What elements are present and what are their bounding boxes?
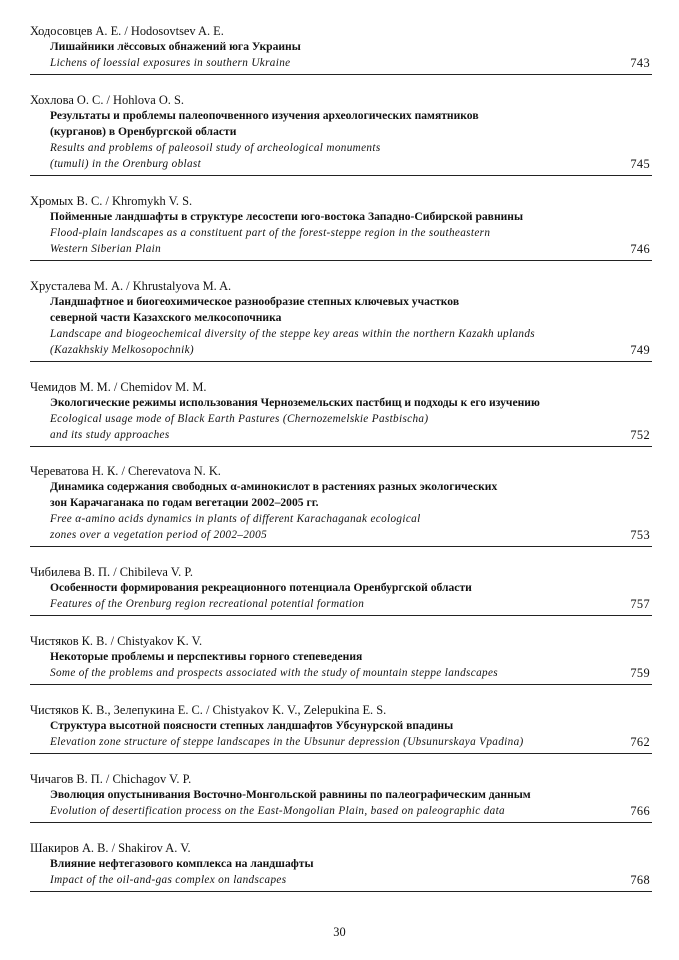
title-ru-line: Результаты и проблемы палеопочвенного изучения археологических памятников	[50, 108, 479, 122]
title-en-line: and its study approaches	[50, 428, 170, 441]
title-ru-line: северной части Казахского мелкосопочника	[50, 310, 282, 324]
title-ru-line: Пойменные ландшафты в структуре лесостепи юго-востока Западно-Сибирской равнины	[50, 209, 524, 223]
toc-entry	[30, 188, 652, 261]
entry-author: Чистяков К. В., Зелепукина Е. С. / Chistyakov K. V., Zelepukina E. S.	[30, 703, 387, 718]
title-ru-line: Ландшафтное и биогеохимическое разнообразие степных ключевых участков	[50, 294, 460, 308]
entry-page-number: 766	[630, 804, 650, 819]
entry-body	[30, 649, 652, 681]
entry-title-ru	[50, 39, 652, 55]
entry-title-en	[50, 872, 652, 888]
toc-entry	[30, 87, 652, 176]
title-en-line: Lichens of loessial exposures in southern Ukraine	[50, 57, 291, 69]
entry-author: Чибилева В. П. / Chibileva V. P.	[30, 565, 193, 580]
title-en-line: Free α-amino acids dynamics in plants of different Karachaganak ecological	[50, 513, 421, 526]
title-ru-line: Структура высотной поясности степных ландшафтов Убсунурской впадины	[50, 719, 454, 733]
entry-title-en	[50, 803, 652, 819]
entry-author: Хрусталева М. А. / Khrustalyova M. A.	[30, 278, 232, 293]
entry-body	[30, 479, 652, 543]
entry-body	[30, 856, 652, 888]
entry-page-number: 768	[630, 872, 650, 887]
entry-page-number: 752	[630, 427, 650, 442]
toc-entry	[30, 273, 652, 362]
entry-title-en	[50, 225, 652, 257]
entry-author: Ходосовцев А. Е. / Hodosovtsev A. E.	[30, 24, 224, 38]
title-en-line: zones over a vegetation period of 2002–2005	[50, 529, 268, 542]
title-en-line: Landscape and biogeochemical diversity of the steppe key areas within the northern Kazakh uplands	[50, 327, 535, 340]
title-ru-line: Влияние нефтегазового комплекса на ландшафты	[50, 856, 314, 870]
entry-body	[30, 294, 652, 358]
entry-title-en	[50, 326, 652, 358]
title-en-line: Evolution of desertification process on the East-Mongolian Plain, based on paleographic data	[50, 805, 505, 818]
entry-title-ru	[50, 395, 652, 411]
toc-entry	[30, 835, 652, 892]
title-en-line: (tumuli) in the Orenburg oblast	[50, 157, 202, 170]
entry-title-ru	[50, 856, 652, 872]
title-en-line: Features of the Orenburg region recreational potential formation	[50, 598, 365, 611]
entry-author: Чемидов М. М. / Chemidov M. M.	[30, 379, 207, 394]
toc-entry	[30, 697, 652, 754]
entry-body	[30, 580, 652, 612]
title-en-line: Impact of the oil-and-gas complex on landscapes	[50, 873, 287, 886]
title-ru-line: зон Карачаганака по годам вегетации 2002–2005 гг.	[50, 496, 319, 510]
entry-page-number: 759	[630, 666, 650, 681]
toc-entry	[30, 628, 652, 685]
entry-title-en	[50, 665, 652, 681]
title-ru-line: (курганов) в Оренбургской области	[50, 124, 237, 138]
entry-body	[30, 395, 652, 443]
entry-title-ru	[50, 649, 652, 665]
title-en-line: Western Siberian Plain	[50, 242, 162, 255]
entry-title-en	[50, 511, 652, 543]
title-ru-line: Лишайники лёссовых обнажений юга Украины	[50, 40, 301, 53]
title-en-line: Ecological usage mode of Black Earth Pastures (Chernozemelskie Pastbischa)	[50, 412, 429, 425]
entry-author: Чичагов В. П. / Chichagov V. P.	[30, 772, 192, 787]
entry-page-number: 745	[630, 156, 650, 171]
entry-author: Хохлова О. С. / Hohlova O. S.	[30, 92, 184, 107]
entry-author: Чистяков К. В. / Chistyakov K. V.	[30, 634, 203, 649]
title-ru-line: Эволюция опустынивания Восточно-Монгольской равнины по палеографическим данным	[50, 788, 531, 802]
title-en-line: Elevation zone structure of steppe landscapes in the Ubsunur depression (Ubsunurskaya Vpadina)	[50, 736, 524, 749]
title-ru-line: Особенности формирования рекреационного потенциала Оренбургской области	[50, 581, 472, 595]
title-ru-line: Некоторые проблемы и перспективы горного степеведения	[50, 650, 363, 664]
entry-title-ru	[50, 580, 652, 596]
entry-author: Шакиров А. В. / Shakirov A. V.	[30, 840, 191, 855]
entry-page-number: 743	[630, 56, 650, 70]
entry-body	[30, 787, 652, 819]
toc-entry	[30, 766, 652, 823]
title-en-line: Results and problems of paleosoil study of archeological monuments	[50, 141, 381, 154]
entry-title-ru	[50, 479, 652, 511]
entry-body	[30, 718, 652, 750]
entry-title-en	[50, 55, 652, 71]
entry-title-ru	[50, 294, 652, 326]
entry-title-en	[50, 596, 652, 612]
entry-author: Череватова Н. К. / Cherevatova N. K.	[30, 464, 221, 479]
entry-title-ru	[50, 787, 652, 803]
toc-entry	[30, 458, 652, 547]
title-ru-line: Динамика содержания свободных α-аминокислот в растениях разных экологических	[50, 480, 498, 494]
title-en-line: Some of the problems and prospects associated with the study of mountain steppe landscapes	[50, 667, 498, 680]
entry-title-en	[50, 140, 652, 172]
entry-author: Хромых В. С. / Khromykh V. S.	[30, 193, 193, 208]
entry-title-ru	[50, 209, 652, 225]
entry-page-number: 762	[630, 735, 650, 750]
entry-body	[30, 209, 652, 257]
entry-body	[30, 39, 652, 71]
entry-page-number: 757	[630, 597, 650, 612]
toc-entry-list	[30, 18, 652, 892]
entry-page-number: 746	[630, 241, 650, 256]
page-number: 30	[333, 925, 346, 939]
title-en-line: Flood-plain landscapes as a constituent part of the forest-steppe region in the southeastern	[50, 226, 491, 239]
entry-title-en	[50, 734, 652, 750]
toc-entry	[30, 374, 652, 447]
title-en-line: (Kazakhskiy Melkosopochnik)	[50, 343, 194, 356]
entry-page-number: 753	[630, 528, 650, 543]
entry-page-number: 749	[630, 342, 650, 357]
toc-entry	[30, 559, 652, 616]
toc-entry	[30, 18, 652, 75]
entry-title-en	[50, 411, 652, 443]
entry-title-ru	[50, 108, 652, 140]
entry-title-ru	[50, 718, 652, 734]
title-ru-line: Экологические режимы использования Черноземельских пастбищ и подходы к его изучению	[50, 395, 540, 409]
entry-body	[30, 108, 652, 172]
